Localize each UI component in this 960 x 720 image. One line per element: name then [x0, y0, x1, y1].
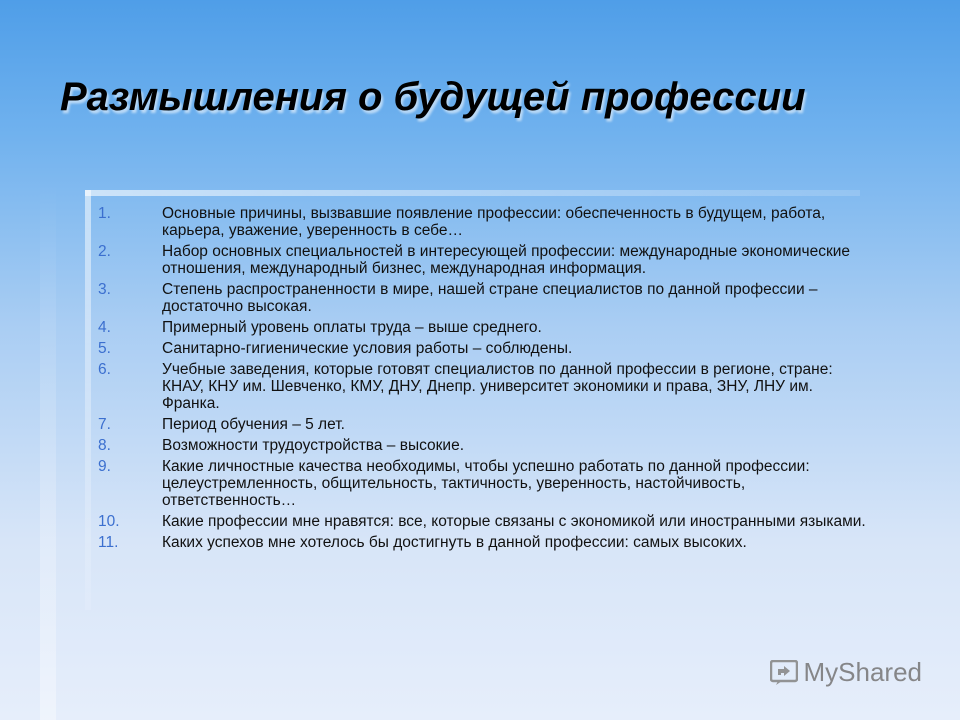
watermark-text: MyShared: [803, 657, 922, 687]
item-number: 9.: [98, 458, 111, 475]
list-item: [90, 416, 870, 433]
item-number: 1.: [98, 205, 111, 222]
decorative-beam: [85, 190, 860, 196]
numbered-list: [90, 205, 870, 555]
item-text: Санитарно-гигиенические условия работы – соблюдены.: [162, 340, 573, 357]
decorative-beam: [40, 180, 56, 720]
slide-title: Размышления о будущей профессии: [60, 75, 806, 119]
item-text: Возможности трудоустройства – высокие.: [162, 437, 465, 454]
item-text: Какие личностные качества необходимы, чтобы успешно работать по данной профессии: целеустремленность, общительность, тактичность, уверенность, настойчивость, ответственность…: [162, 458, 810, 509]
item-number: 6.: [98, 361, 111, 378]
list-item: [90, 458, 870, 509]
list-item: [90, 319, 870, 336]
list-item: [90, 513, 870, 530]
item-number: 11.: [98, 534, 119, 551]
item-number: 7.: [98, 416, 111, 433]
item-text: Основные причины, вызвавшие появление профессии: обеспеченность в будущем, работа, карьера, уважение, уверенность в себе…: [162, 205, 826, 239]
item-number: 2.: [98, 243, 111, 260]
item-number: 3.: [98, 281, 111, 298]
list-item: [90, 340, 870, 357]
item-number: 4.: [98, 319, 111, 336]
item-number: 5.: [98, 340, 111, 357]
list-item: [90, 437, 870, 454]
list-item: [90, 281, 870, 315]
list-item: [90, 534, 870, 551]
list-item: [90, 243, 870, 277]
item-number: 10.: [98, 513, 120, 530]
item-text: Степень распространенности в мире, нашей стране специалистов по данной профессии – достаточно высокая.: [162, 281, 818, 315]
item-text: Набор основных специальностей в интересующей профессии: международные экономические отношения, международный бизнес, международная информация.: [162, 243, 851, 277]
list-item: [90, 205, 870, 239]
item-text: Учебные заведения, которые готовят специалистов по данной профессии в регионе, стране: КНАУ, КНУ им. Шевченко, КМУ, ДНУ, Днепр. университет экономики и права, ЗНУ, ЛНУ им. Франка.: [162, 361, 833, 412]
item-text: Каких успехов мне хотелось бы достигнуть в данной профессии: самых высоких.: [162, 534, 747, 551]
list-item: [90, 361, 870, 412]
myshared-logo-icon: [770, 660, 798, 686]
item-number: 8.: [98, 437, 111, 454]
item-text: Какие профессии мне нравятся: все, которые связаны с экономикой или иностранными языками.: [162, 513, 866, 530]
item-text: Период обучения – 5 лет.: [162, 416, 345, 433]
item-text: Примерный уровень оплаты труда – выше среднего.: [162, 319, 542, 336]
myshared-watermark[interactable]: [770, 657, 923, 688]
